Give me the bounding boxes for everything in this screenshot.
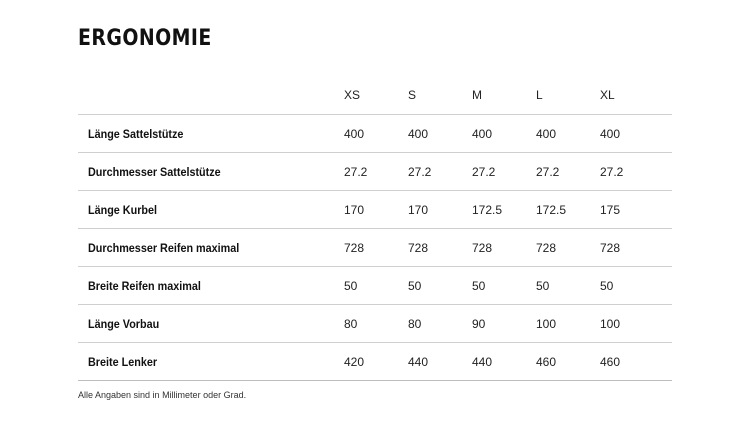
value-cell: 170 <box>408 191 472 229</box>
row-label-text: Durchmesser Sattelstütze <box>88 164 221 179</box>
value-cell: 27.2 <box>600 153 672 191</box>
table-row <box>78 343 672 381</box>
row-label-text: Breite Reifen maximal <box>88 278 201 293</box>
row-label <box>78 305 344 343</box>
value-cell: 728 <box>344 229 408 267</box>
value-cell: 27.2 <box>344 153 408 191</box>
size-header-l: L <box>536 76 600 115</box>
value-cell: 728 <box>600 229 672 267</box>
value-cell: 400 <box>536 115 600 153</box>
row-label <box>78 115 344 153</box>
value-cell: 172.5 <box>536 191 600 229</box>
value-cell: 50 <box>344 267 408 305</box>
empty-header-cell <box>78 76 344 115</box>
value-cell: 80 <box>408 305 472 343</box>
value-cell: 175 <box>600 191 672 229</box>
value-cell: 400 <box>472 115 536 153</box>
value-cell: 440 <box>408 343 472 381</box>
value-cell: 27.2 <box>408 153 472 191</box>
value-cell: 440 <box>472 343 536 381</box>
value-cell: 50 <box>536 267 600 305</box>
value-cell: 460 <box>536 343 600 381</box>
value-cell: 100 <box>600 305 672 343</box>
row-label <box>78 343 344 381</box>
row-label-text: Breite Lenker <box>88 354 158 369</box>
value-cell: 400 <box>408 115 472 153</box>
value-cell: 50 <box>472 267 536 305</box>
table-row <box>78 305 672 343</box>
value-cell: 50 <box>408 267 472 305</box>
table-row <box>78 191 672 229</box>
row-label <box>78 191 344 229</box>
value-cell: 170 <box>344 191 408 229</box>
value-cell: 100 <box>536 305 600 343</box>
size-header-m: M <box>472 76 536 115</box>
size-header-xl: XL <box>600 76 672 115</box>
value-cell: 420 <box>344 343 408 381</box>
value-cell: 460 <box>600 343 672 381</box>
row-label <box>78 267 344 305</box>
size-header-xs: XS <box>344 76 408 115</box>
value-cell: 27.2 <box>472 153 536 191</box>
row-label-text: Länge Vorbau <box>88 316 160 331</box>
value-cell: 728 <box>536 229 600 267</box>
table-row <box>78 229 672 267</box>
ergonomie-table <box>78 76 672 381</box>
value-cell: 27.2 <box>536 153 600 191</box>
size-header-row <box>78 76 672 115</box>
value-cell: 400 <box>600 115 672 153</box>
table-row <box>78 153 672 191</box>
table-row <box>78 267 672 305</box>
value-cell: 728 <box>472 229 536 267</box>
table-row <box>78 115 672 153</box>
value-cell: 172.5 <box>472 191 536 229</box>
value-cell: 50 <box>600 267 672 305</box>
size-header-s: S <box>408 76 472 115</box>
row-label <box>78 153 344 191</box>
value-cell: 728 <box>408 229 472 267</box>
section-title: ERGONOMIE <box>78 26 212 51</box>
row-label-text: Länge Sattelstütze <box>88 126 184 141</box>
row-label-text: Länge Kurbel <box>88 202 158 217</box>
value-cell: 400 <box>344 115 408 153</box>
footnote: Alle Angaben sind in Millimeter oder Grad. <box>78 390 247 400</box>
row-label-text: Durchmesser Reifen maximal <box>88 240 240 255</box>
value-cell: 80 <box>344 305 408 343</box>
row-label <box>78 229 344 267</box>
value-cell: 90 <box>472 305 536 343</box>
